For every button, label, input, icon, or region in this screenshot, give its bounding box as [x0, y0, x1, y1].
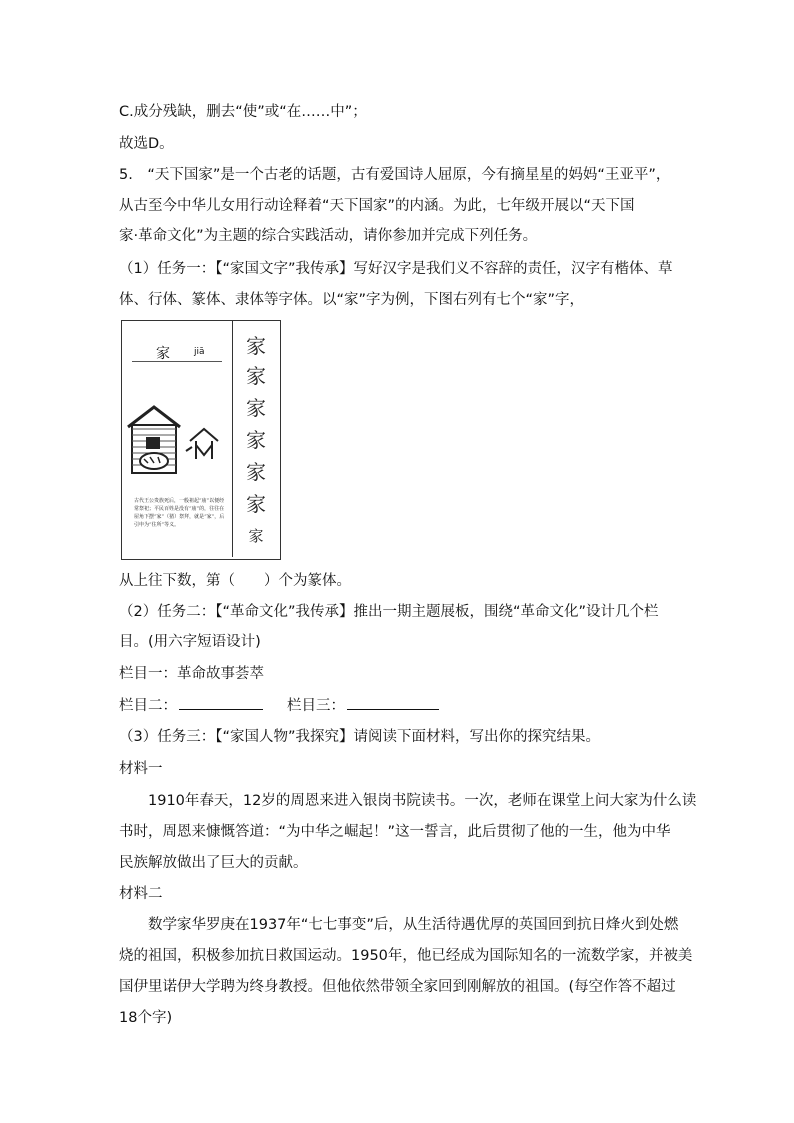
- figure-left-panel: [122, 321, 233, 557]
- column-2-3: [119, 695, 439, 716]
- text-line: 国伊里诺伊大学聘为终身教授。但他依然带领全家回到刚解放的祖国。(每空作答不超过: [119, 979, 676, 995]
- question-5-intro: 5. “天下国家”是一个古老的话题，古有爱国诗人屈原，今有摘星星的妈妈“王亚平”，: [119, 167, 671, 183]
- text-line: C.成分残缺，删去“使”或“在……中”；: [119, 104, 367, 120]
- text-line: 从古至今中华儿女用行动诠释着“天下国家”的内涵。为此，七年级开展以“天下国: [119, 198, 635, 214]
- jia-glyph-4: 家: [246, 428, 266, 452]
- text-line: 故选D。: [119, 136, 174, 152]
- jia-glyph-3: 家: [246, 396, 266, 420]
- column-2-label: 栏目二：: [119, 698, 177, 714]
- task-1: （1）任务一：【“家国文字”我传承】写好汉字是我们义不容辞的责任，汉字有楷体、草: [119, 261, 673, 277]
- jia-glyph-5: 家: [246, 460, 266, 484]
- jia-glyph-2: 家: [246, 364, 266, 388]
- column-1: 栏目一：革命故事荟萃: [119, 666, 264, 682]
- text-line: 书时，周恩来慷慨答道：“为中华之崛起！”这一誓言，此后贯彻了他的一生，他为中华: [119, 824, 671, 840]
- column-3-label: 栏目三：: [287, 698, 345, 714]
- material-1-title: 材料一: [119, 761, 163, 777]
- column-2-blank: [179, 695, 263, 710]
- text-line: 18个字): [119, 1010, 173, 1026]
- figure-note: 古代王公贵族死后，一般祖起“庙”以便经常祭祀；平民百姓是没有“庙”的，往往在屋角下摆“家”（猪）祭拜，就是“家”，后引申为“住所”等义。: [134, 498, 225, 528]
- text-line: 体、行体、篆体、隶体等字体。以“家”字为例，下图右列有七个“家”字，: [119, 292, 585, 308]
- figure-header: [132, 343, 222, 362]
- jia-glyph-1: 家: [246, 334, 266, 358]
- figure-character: 家: [156, 346, 170, 362]
- column-3-blank: [347, 695, 439, 710]
- text-line: 目。(用六字短语设计): [119, 634, 261, 650]
- text-line: 数学家华罗庚在1937年“七七事变”后，从生活待遇优厚的英国回到抗日烽火到处燃: [148, 917, 679, 933]
- jia-character-figure: [121, 320, 281, 560]
- text-line: 烧的祖国，积极参加抗日救国运动。1950年，他已经成为国际知名的一流数学家，并被美: [119, 948, 693, 964]
- material-2-title: 材料二: [119, 886, 163, 902]
- text-line: 家·革命文化”为主题的综合实践活动，请你参加并完成下列任务。: [119, 228, 538, 244]
- task-3: （3）任务三：【“家国人物”我探究】请阅读下面材料，写出你的探究结果。: [119, 729, 600, 745]
- text-line: 民族解放做出了巨大的贡献。: [119, 855, 308, 871]
- ancient-jia-illustration: [124, 401, 230, 479]
- task-2: （2）任务二：【“革命文化”我传承】推出一期主题展板，围绕“革命文化”设计几个栏: [119, 604, 659, 620]
- jia-glyph-7: 家: [248, 527, 264, 545]
- figure-pinyin: jiā: [194, 347, 205, 357]
- glyph-column: [232, 321, 278, 557]
- text-line: 1910年春天，12岁的周恩来进入银岗书院读书。一次，老师在课堂上问大家为什么读: [148, 793, 697, 809]
- text-line: 从上往下数，第（ ）个为篆体。: [119, 573, 351, 589]
- jia-glyph-6: 家: [246, 492, 266, 516]
